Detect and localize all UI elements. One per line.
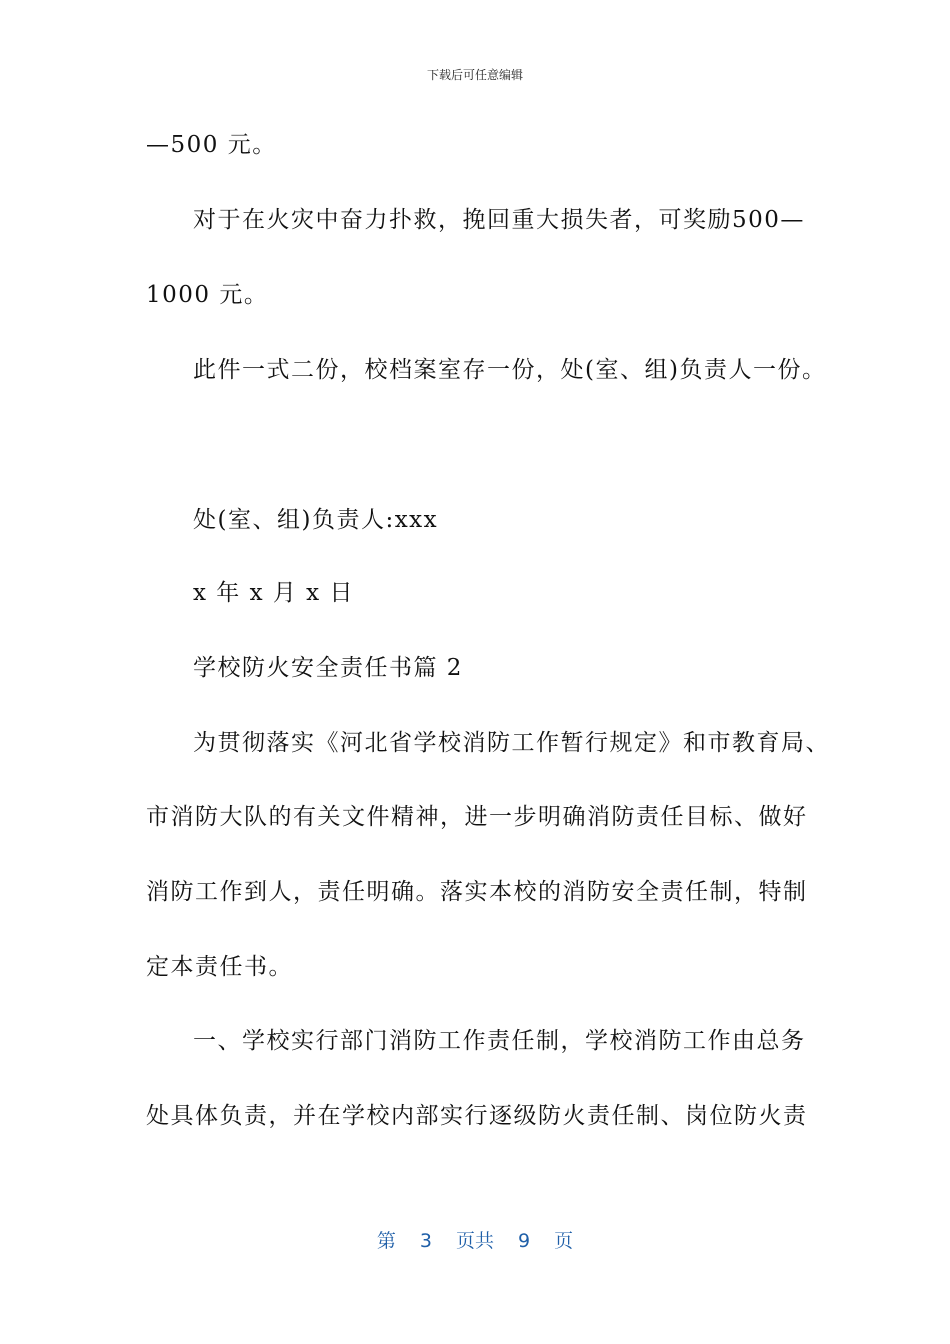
text-line-2: 对于在火灾中奋力扑救，挽回重大损失者，可奖励500— [193,207,805,233]
text-line-10: 消防工作到人，责任明确。落实本校的消防安全责任制，特制 [146,879,808,905]
text-line-8: 为贯彻落实《河北省学校消防工作暂行规定》和市教育局、 [193,730,830,756]
text-line-13: 处具体负责，并在学校内部实行逐级防火责任制、岗位防火责 [146,1103,808,1129]
date-line: x 年 x 月 x 日 [193,580,354,606]
page-header: 下载后可任意编辑 [426,68,523,82]
text-line-3: 1000 元。 [146,282,269,308]
text-line-12: 一、学校实行部门消防工作责任制，学校消防工作由总务 [193,1028,806,1054]
signature-line: 处(室、组)负责人:xxx [193,507,439,533]
section-title: 学校防火安全责任书篇 2 [193,655,463,681]
page-number-footer: 第 3 页共 9 页 [376,1230,574,1252]
text-line-11: 定本责任书。 [146,954,293,980]
text-line-9: 市消防大队的有关文件精神，进一步明确消防责任目标、做好 [146,804,808,830]
text-line-1: —500 元。 [146,132,277,158]
text-line-4: 此件一式二份，校档案室存一份，处(室、组)负责人一份。 [193,357,827,383]
